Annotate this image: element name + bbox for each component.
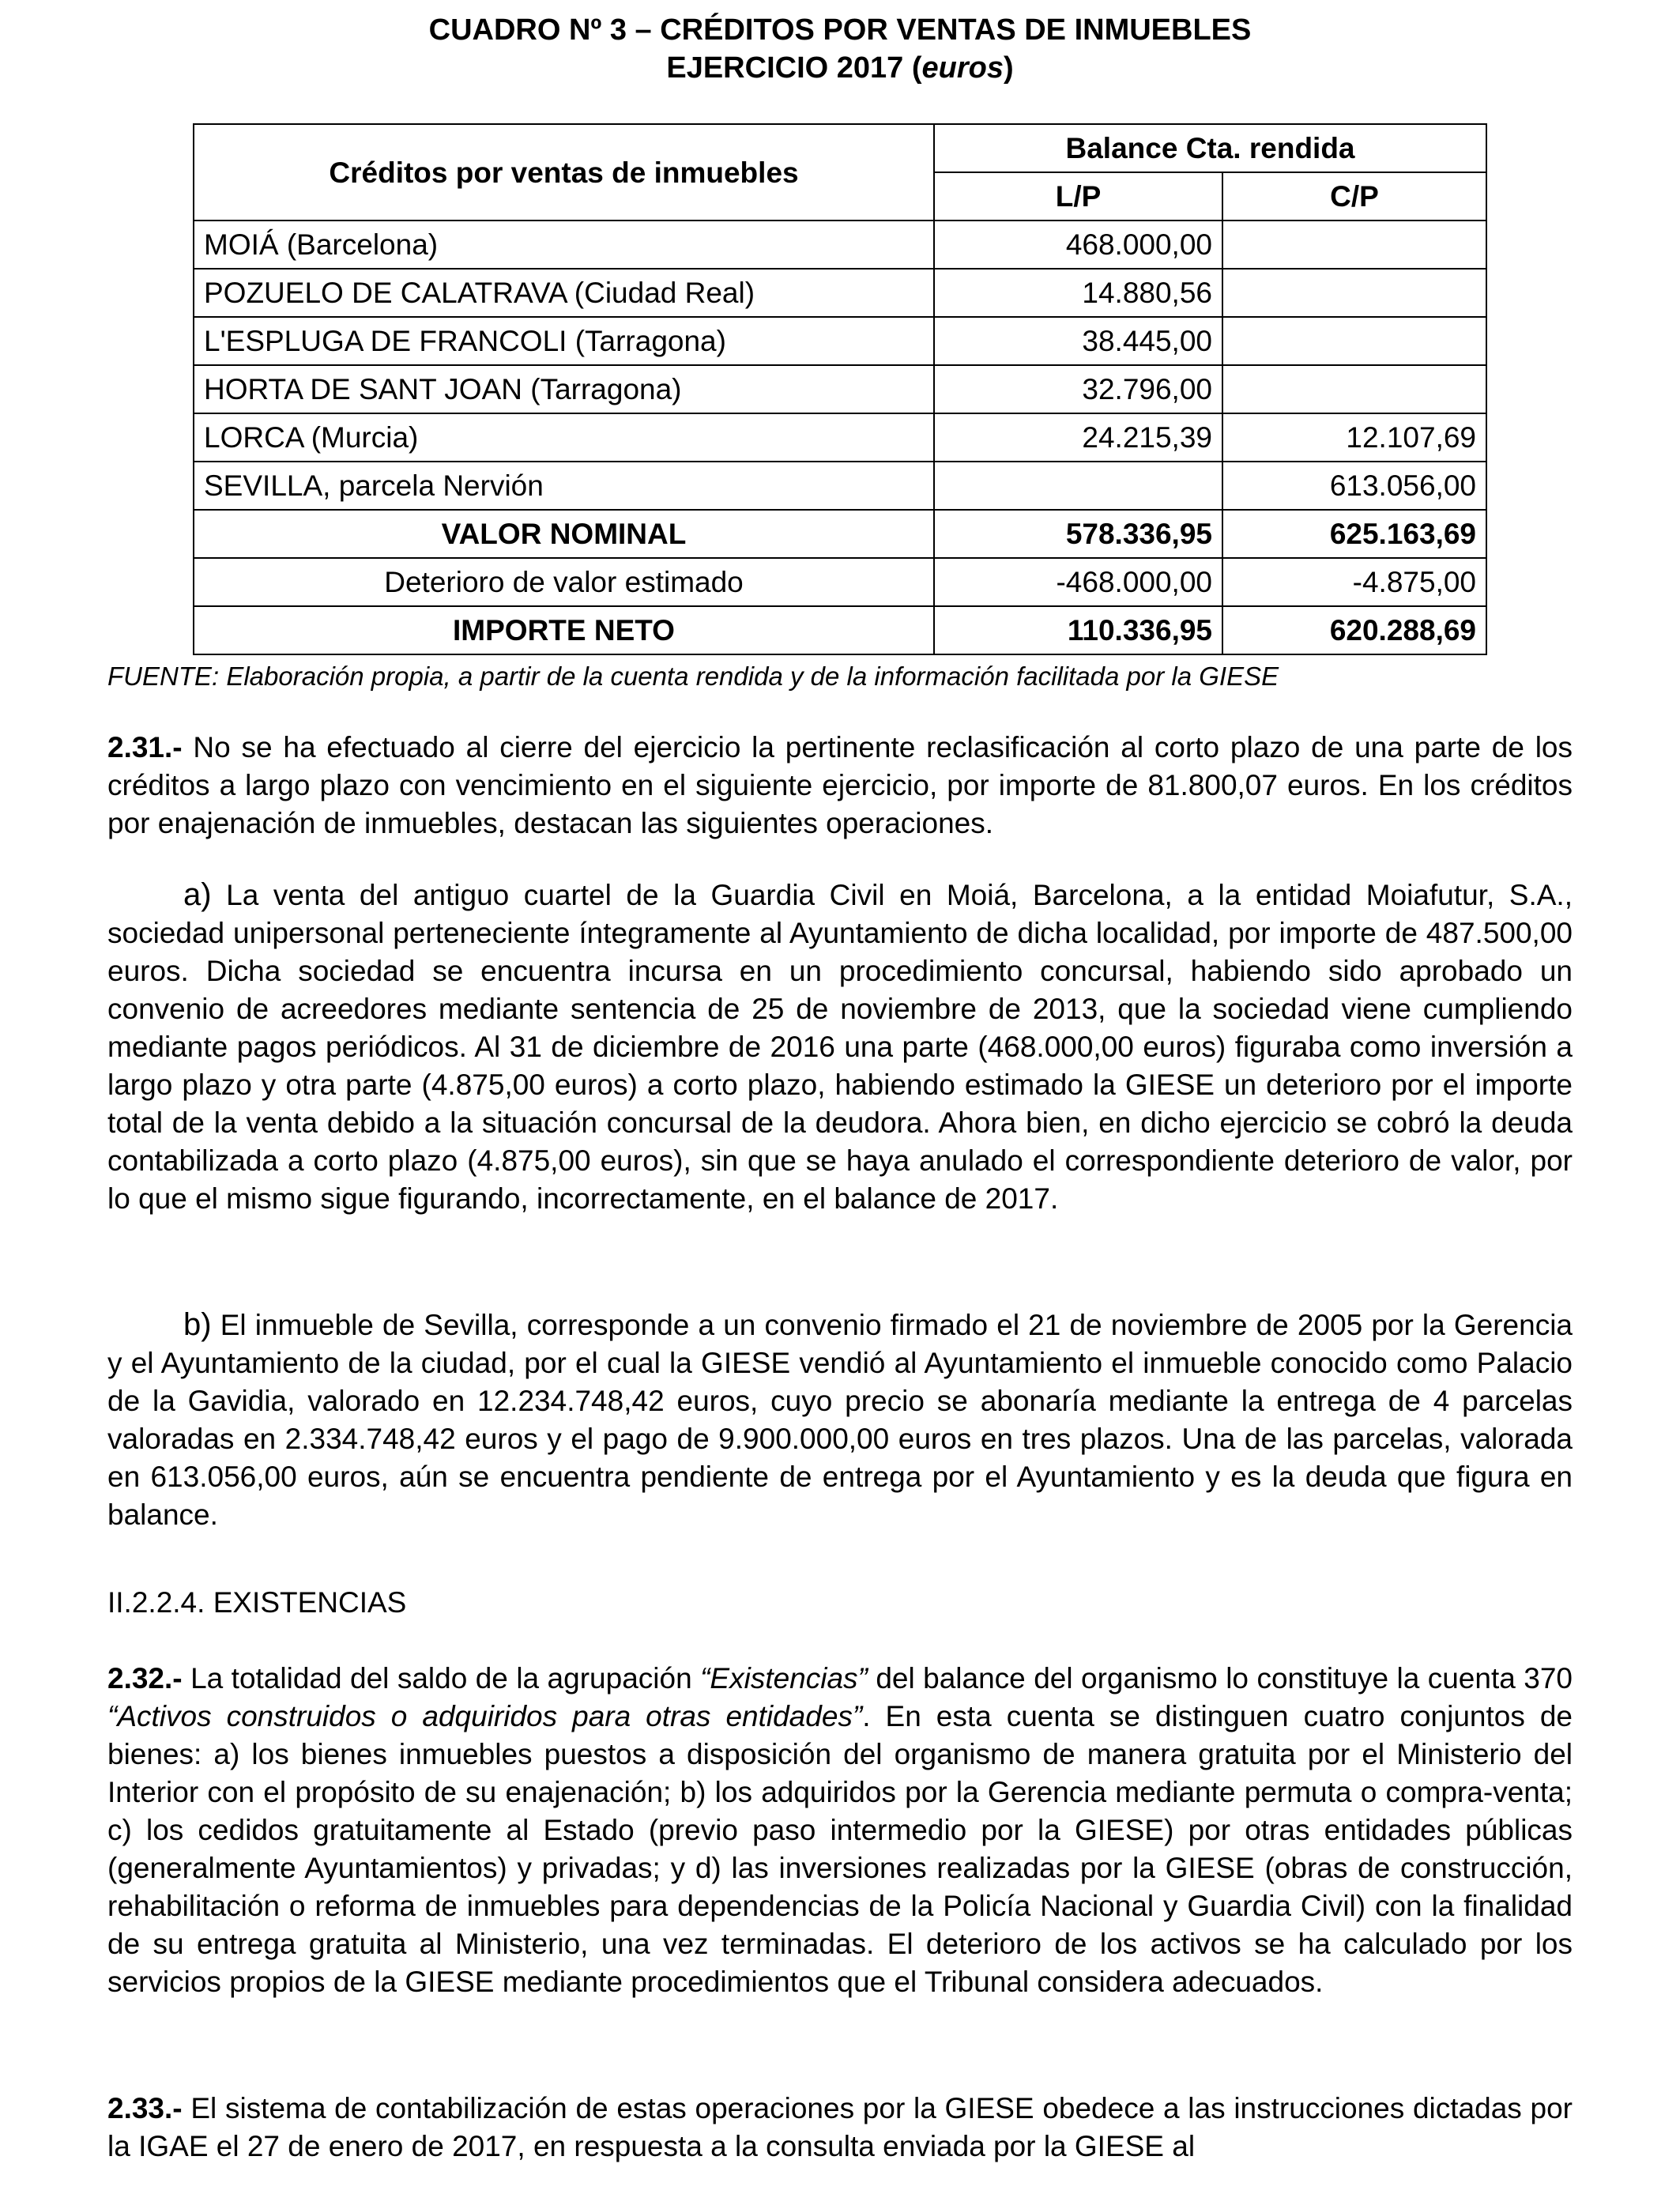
item-letter: a) [183,877,212,912]
paragraph-text: El sistema de contabilización de estas operaciones por la GIESE obedece a las instrucciones dictadas por la IGAE el 27 de enero de 2017, en respuesta a la consulta enviada por la GIESE al [107,2092,1573,2162]
paragraph-2-33 [107,2090,1573,2191]
net-cp: 620.288,69 [1222,606,1486,654]
impairment-row [194,558,1486,606]
paragraph-item-a [107,876,1573,1293]
row-name: LORCA (Murcia) [194,413,934,462]
paragraph-text: La venta del antiguo cuartel de la Guardia Civil en Moiá, Barcelona, a la entidad Moiafutur, S.A., sociedad unipersonal perteneciente íntegramente al Ayuntamiento de dicha localidad, por importe de 487.500,00 euros. Dicha sociedad se encuentra incursa en un procedimiento concursal, habiendo sido aprobado un convenio de acreedores mediante sentencia de 25 de noviembre de 2013, que la sociedad viene cumpliendo mediante pagos periódicos. Al 31 de diciembre de 2016 una parte (468.000,00 euros) figuraba como inversión a largo plazo y otra parte (4.875,00 euros) a corto plazo, habiendo estimado la GIESE un deterioro por el importe total de la venta debido a la situación concursal de la deudora. Ahora bien, en dicho ejercicio se cobró la deuda contabilizada a corto plazo (4.875,00 euros), sin que se haya anulado el correspondiente deterioro de valor, por lo que el mismo sigue figurando, incorrectamente, en el balance de 2017. [107,879,1573,1215]
table-header-row [194,124,1486,172]
net-label: IMPORTE NETO [194,606,934,654]
row-lp: 468.000,00 [934,221,1222,269]
row-name: POZUELO DE CALATRAVA (Ciudad Real) [194,269,934,317]
row-cp [1222,317,1486,365]
col-header-credits: Créditos por ventas de inmuebles [194,124,934,221]
row-name: SEVILLA, parcela Nervión [194,462,934,510]
col-header-lp: L/P [934,172,1222,221]
paragraph-2-32: 2.32.- La totalidad del saldo de la agrupación “Existencias” del balance del organismo lo constituye la cuenta 370 “Activos construidos o adquiridos para otras entidades”. En esta cuenta se distinguen cuatro conjuntos de bienes: a) los bienes inmuebles puestos a disposición del organismo de manera gratuita por el Ministerio del Interior con el propósito de su enajenación; b) los adquiridos por la Gerencia mediante permuta o compra-venta; c) los cedidos gratuitamente al Estado (previo paso intermedio por la GIESE) por otras entidades públicas (generalmente Ayuntamientos) y privadas; y d) las inversiones realizadas por la GIESE (obras de construcción, rehabilitación o reforma de inmuebles para dependencias de la Policía Nacional y Guardia Civil) con la finalidad de su entrega gratuita al Ministerio, una vez terminadas. El deterioro de los activos se ha calculado por los servicios propios de la GIESE mediante procedimientos que el Tribunal considera adecuados. [107,1662,1573,1998]
table-row [194,221,1486,269]
paragraph-number: 2.31.- [107,731,183,763]
paragraph-item-b [107,1306,1573,1533]
col-header-cp: C/P [1222,172,1486,221]
row-lp: 14.880,56 [934,269,1222,317]
impairment-label: Deterioro de valor estimado [194,558,934,606]
row-cp [1222,365,1486,413]
table-source-note: FUENTE: Elaboración propia, a partir de la cuenta rendida y de la información facilitada por la GIESE [107,662,1279,691]
net-lp: 110.336,95 [934,606,1222,654]
table-row [194,413,1486,462]
impairment-lp: -468.000,00 [934,558,1222,606]
table-row [194,462,1486,510]
table-subtitle: EJERCICIO 2017 (euros) [666,51,1014,85]
nominal-label: VALOR NOMINAL [194,510,934,558]
paragraph-text: El inmueble de Sevilla, corresponde a un convenio firmado el 21 de noviembre de 2005 por la Gerencia y el Ayuntamiento de la ciudad, por el cual la GIESE vendió al Ayuntamiento el inmueble conocido como Palacio de la Gavidia, valorado en 12.234.748,42 euros, cuyo precio se abonaría mediante la entrega de 4 parcelas valoradas en 2.334.748,42 euros y el pago de 9.900.000,00 euros en tres plazos. Una de las parcelas, valorada en 613.056,00 euros, aún se encuentra pendiente de entrega por el Ayuntamiento y es la deuda que figura en balance. [107,1309,1573,1531]
nominal-lp: 578.336,95 [934,510,1222,558]
paragraph-text: No se ha efectuado al cierre del ejercicio la pertinente reclasificación al corto plazo de una parte de los créditos a largo plazo con vencimiento en el siguiente ejercicio, por importe de 81.800,07 euros. En los créditos por enajenación de inmuebles, destacan las siguientes operaciones. [107,731,1573,839]
row-lp: 32.796,00 [934,365,1222,413]
nominal-value-row [194,510,1486,558]
table-row [194,365,1486,413]
nominal-cp: 625.163,69 [1222,510,1486,558]
col-header-balance: Balance Cta. rendida [934,124,1486,172]
row-name: L'ESPLUGA DE FRANCOLI (Tarragona) [194,317,934,365]
row-name: HORTA DE SANT JOAN (Tarragona) [194,365,934,413]
table-title: CUADRO Nº 3 – CRÉDITOS POR VENTAS DE INMUEBLES [428,13,1252,47]
row-name: MOIÁ (Barcelona) [194,221,934,269]
table-row [194,317,1486,365]
paragraph-2-31 [107,729,1573,843]
table-row [194,269,1486,317]
credits-table [193,123,1487,655]
row-lp: 38.445,00 [934,317,1222,365]
impairment-cp: -4.875,00 [1222,558,1486,606]
row-lp [934,462,1222,510]
section-heading: II.2.2.4. EXISTENCIAS [107,1586,407,1619]
paragraph-number: 2.32.- [107,1662,183,1695]
net-amount-row [194,606,1486,654]
paragraph-number: 2.33.- [107,2092,183,2124]
row-cp [1222,269,1486,317]
row-cp: 12.107,69 [1222,413,1486,462]
row-lp: 24.215,39 [934,413,1222,462]
row-cp [1222,221,1486,269]
item-letter: b) [183,1307,212,1342]
row-cp: 613.056,00 [1222,462,1486,510]
